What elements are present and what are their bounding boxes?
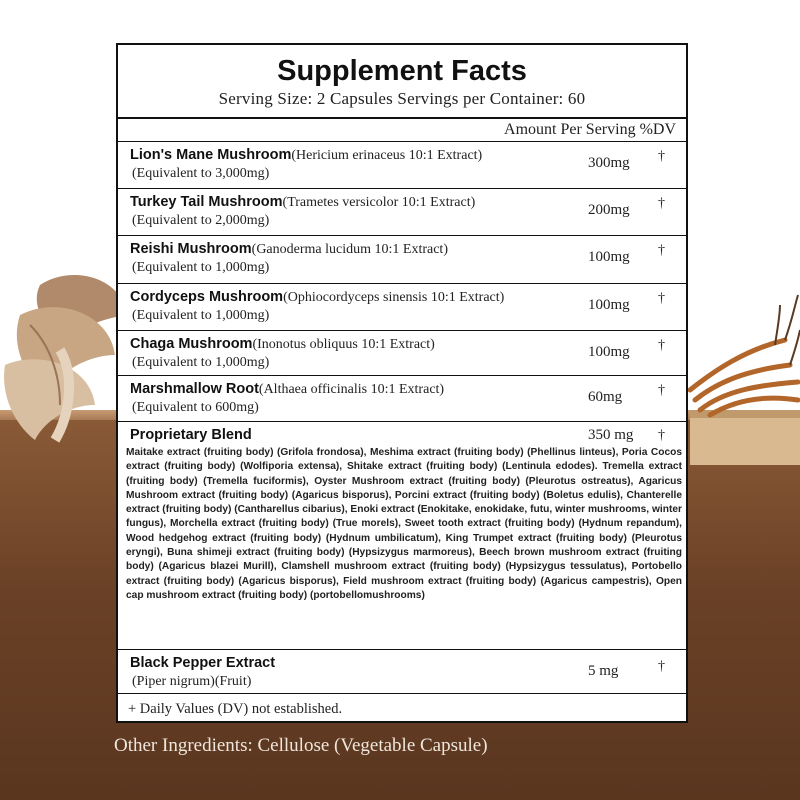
ingredient-equivalent: (Equivalent to 1,000mg)	[132, 308, 270, 323]
divider	[118, 649, 686, 650]
pepper-detail: (Piper nigrum)(Fruit)	[132, 674, 252, 689]
ingredient-equivalent: (Equivalent to 600mg)	[132, 400, 259, 415]
ingredient-equivalent: (Equivalent to 1,000mg)	[132, 355, 270, 370]
ingredient-dv: †	[658, 338, 665, 353]
panel-title: Supplement Facts	[277, 55, 527, 87]
ingredient-amount: 100mg	[588, 249, 630, 265]
pepper-amount: 5 mg	[588, 663, 619, 679]
ingredient-detail: (Hericium erinaceus 10:1 Extract)	[291, 148, 483, 163]
ingredient-dv: †	[658, 291, 665, 306]
divider	[118, 330, 686, 331]
dv-footnote: + Daily Values (DV) not established.	[128, 701, 343, 717]
blend-amount: 350 mg	[588, 427, 634, 443]
ingredient-detail: (Trametes versicolor 10:1 Extract)	[282, 195, 476, 210]
divider	[118, 188, 686, 189]
divider	[118, 375, 686, 376]
ingredient-dv: †	[658, 196, 665, 211]
blend-ingredients-text: Maitake extract (fruiting body) (Grifola frondosa), Meshima extract (fruiting body) (Phellinus linteus), Poria Cocos extract (fruiting body) (Wolfiporia extensa), Shitake extract (fruiting body) (Lentinula edodes). Tremella extract (fruiting body) (Tremella fuciformis), Oyster Mushroom extract (fruiting body) (Pleurotus ostreatus), Agaricus Mushroom extract (fruiting body) (Agaricus bisporus), Porcini extract (fruiting body) (Boletus edulis), Chanterelle extract (fruiting body) (Cantharellus cibarius), Enoki extract (Enokitake, enokidake, futu, winter mushrooms, winter fungus), Morchella extract (fruiting body) (True morels), Sweet tooth extract (fruiting body) (Hydnum repandum), Wood hedgehog extract (fruiting body) (Hydnum umbilicatum), King Trumpet extract (fruiting body) (Pleurotus eryngi), Buna shimeji extract (fruiting body) (Hypsizygus marmoreus), Beech brown mushroom extract (fruiting body) (Agaricus blazei Murill), Clamshell mushroom extract (fruiting body) (Hypsizygus tessulatus), Portobello extract (fruiting body) (Agaricus bisporus), Field mushroom extract (fruiting body) (Agaricus campestris), Open cap mushroom extract (fruiting body) (portobellomushrooms)	[126, 447, 682, 601]
oyster-mushroom-image	[0, 255, 130, 445]
amount-per-serving-header: Amount Per Serving %DV	[504, 121, 676, 138]
ingredient-name: Lion's Mane Mushroom	[130, 147, 292, 163]
ingredient-name: Chaga Mushroom	[130, 336, 253, 352]
ingredient-name: Cordyceps Mushroom	[130, 289, 284, 305]
ingredient-name: Reishi Mushroom	[130, 241, 252, 257]
divider	[118, 693, 686, 694]
divider	[118, 141, 686, 142]
ingredient-equivalent: (Equivalent to 2,000mg)	[132, 213, 270, 228]
ingredient-dv: †	[658, 149, 665, 164]
ingredient-detail: (Inonotus obliquus 10:1 Extract)	[252, 337, 435, 352]
ingredient-detail: (Ganoderma lucidum 10:1 Extract)	[251, 242, 448, 257]
pepper-name: Black Pepper Extract	[130, 655, 276, 671]
ingredient-amount: 300mg	[588, 155, 630, 171]
divider	[118, 283, 686, 284]
supplement-facts-panel	[116, 43, 688, 723]
ingredient-name: Marshmallow Root	[130, 381, 259, 397]
ingredient-detail: (Ophiocordyceps sinensis 10:1 Extract)	[283, 290, 505, 305]
ingredient-amount: 60mg	[588, 389, 623, 405]
pepper-dv: †	[658, 659, 665, 674]
ingredient-equivalent: (Equivalent to 1,000mg)	[132, 260, 270, 275]
other-ingredients: Other Ingredients: Cellulose (Vegetable Capsule)	[114, 735, 488, 756]
ingredient-amount: 200mg	[588, 202, 630, 218]
blend-dv: †	[658, 428, 665, 443]
ingredient-amount: 100mg	[588, 344, 630, 360]
blend-name: Proprietary Blend	[130, 427, 252, 443]
cordyceps-image	[680, 290, 800, 470]
ingredient-equivalent: (Equivalent to 3,000mg)	[132, 166, 270, 181]
divider	[118, 235, 686, 236]
divider	[118, 117, 686, 119]
ingredient-amount: 100mg	[588, 297, 630, 313]
ingredient-detail: (Althaea officinalis 10:1 Extract)	[258, 382, 445, 397]
ingredient-name: Turkey Tail Mushroom	[130, 194, 283, 210]
ingredient-dv: †	[658, 383, 665, 398]
serving-info: Serving Size: 2 Capsules Servings per Container: 60	[218, 89, 586, 108]
divider	[118, 421, 686, 422]
ingredient-dv: †	[658, 243, 665, 258]
